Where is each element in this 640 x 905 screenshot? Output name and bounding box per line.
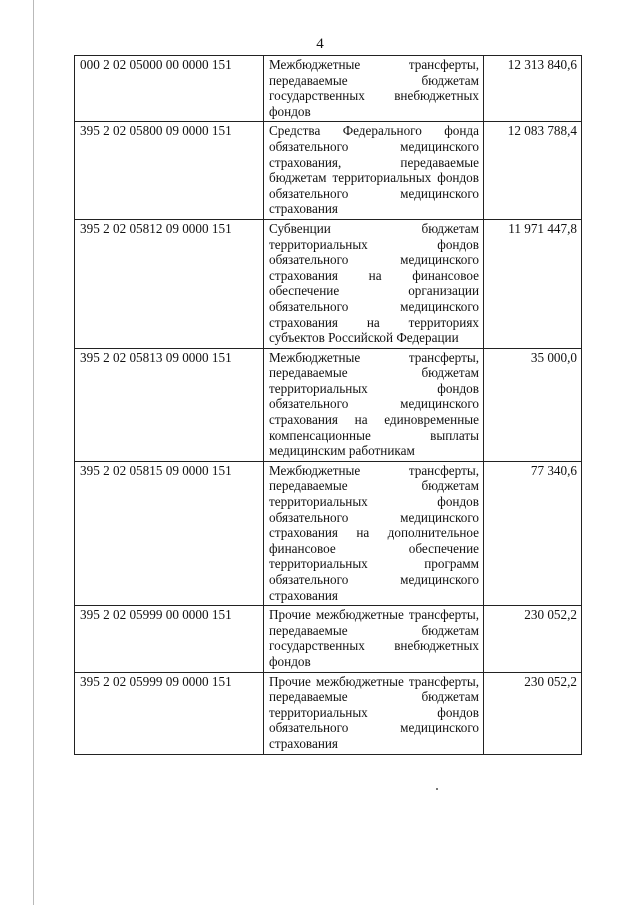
income-name: Межбюджетные трансферты, передаваемые бюджетам государственных внебюджетных фондов [264,56,484,122]
amount: 77 340,6 [484,461,582,605]
amount: 11 971 447,8 [484,219,582,348]
amount: 230 052,2 [484,672,582,754]
income-name: Прочие межбюджетные трансферты, передаваемые бюджетам государственных внебюджетных фондов [264,606,484,672]
scan-edge-line [33,0,34,905]
page-number: 4 [316,36,324,52]
table-row [75,461,582,605]
budget-code: 395 2 02 05999 00 0000 151 [75,606,264,672]
table-row [75,56,582,122]
amount: 230 052,2 [484,606,582,672]
budget-code: 395 2 02 05813 09 0000 151 [75,348,264,461]
income-name: Межбюджетные трансферты, передаваемые бюджетам территориальных фондов обязательного медицинского страхования на единовременные компенсационные выплаты медицинским работникам [264,348,484,461]
budget-code: 000 2 02 05000 00 0000 151 [75,56,264,122]
amount: 12 083 788,4 [484,122,582,220]
budget-code: 395 2 02 05812 09 0000 151 [75,219,264,348]
budget-code: 395 2 02 05800 09 0000 151 [75,122,264,220]
scan-speck [436,788,438,790]
budget-table [74,55,582,755]
budget-code: 395 2 02 05999 09 0000 151 [75,672,264,754]
amount: 35 000,0 [484,348,582,461]
table-row [75,672,582,754]
table-row [75,606,582,672]
table-row [75,219,582,348]
budget-code: 395 2 02 05815 09 0000 151 [75,461,264,605]
income-name: Субвенции бюджетам территориальных фондов обязательного медицинского страхования на финансовое обеспечение организации обязательного медицинского страхования на территориях субъектов Российской Федерации [264,219,484,348]
income-name: Межбюджетные трансферты, передаваемые бюджетам территориальных фондов обязательного медицинского страхования на дополнительное финансовое обеспечение территориальных программ обязательного медицинского страхования [264,461,484,605]
amount: 12 313 840,6 [484,56,582,122]
table-row [75,122,582,220]
table-row [75,348,582,461]
income-name: Прочие межбюджетные трансферты, передаваемые бюджетам территориальных фондов обязательного медицинского страхования [264,672,484,754]
income-name: Средства Федерального фонда обязательного медицинского страхования, передаваемые бюджетам территориальных фондов обязательного медицинского страхования [264,122,484,220]
